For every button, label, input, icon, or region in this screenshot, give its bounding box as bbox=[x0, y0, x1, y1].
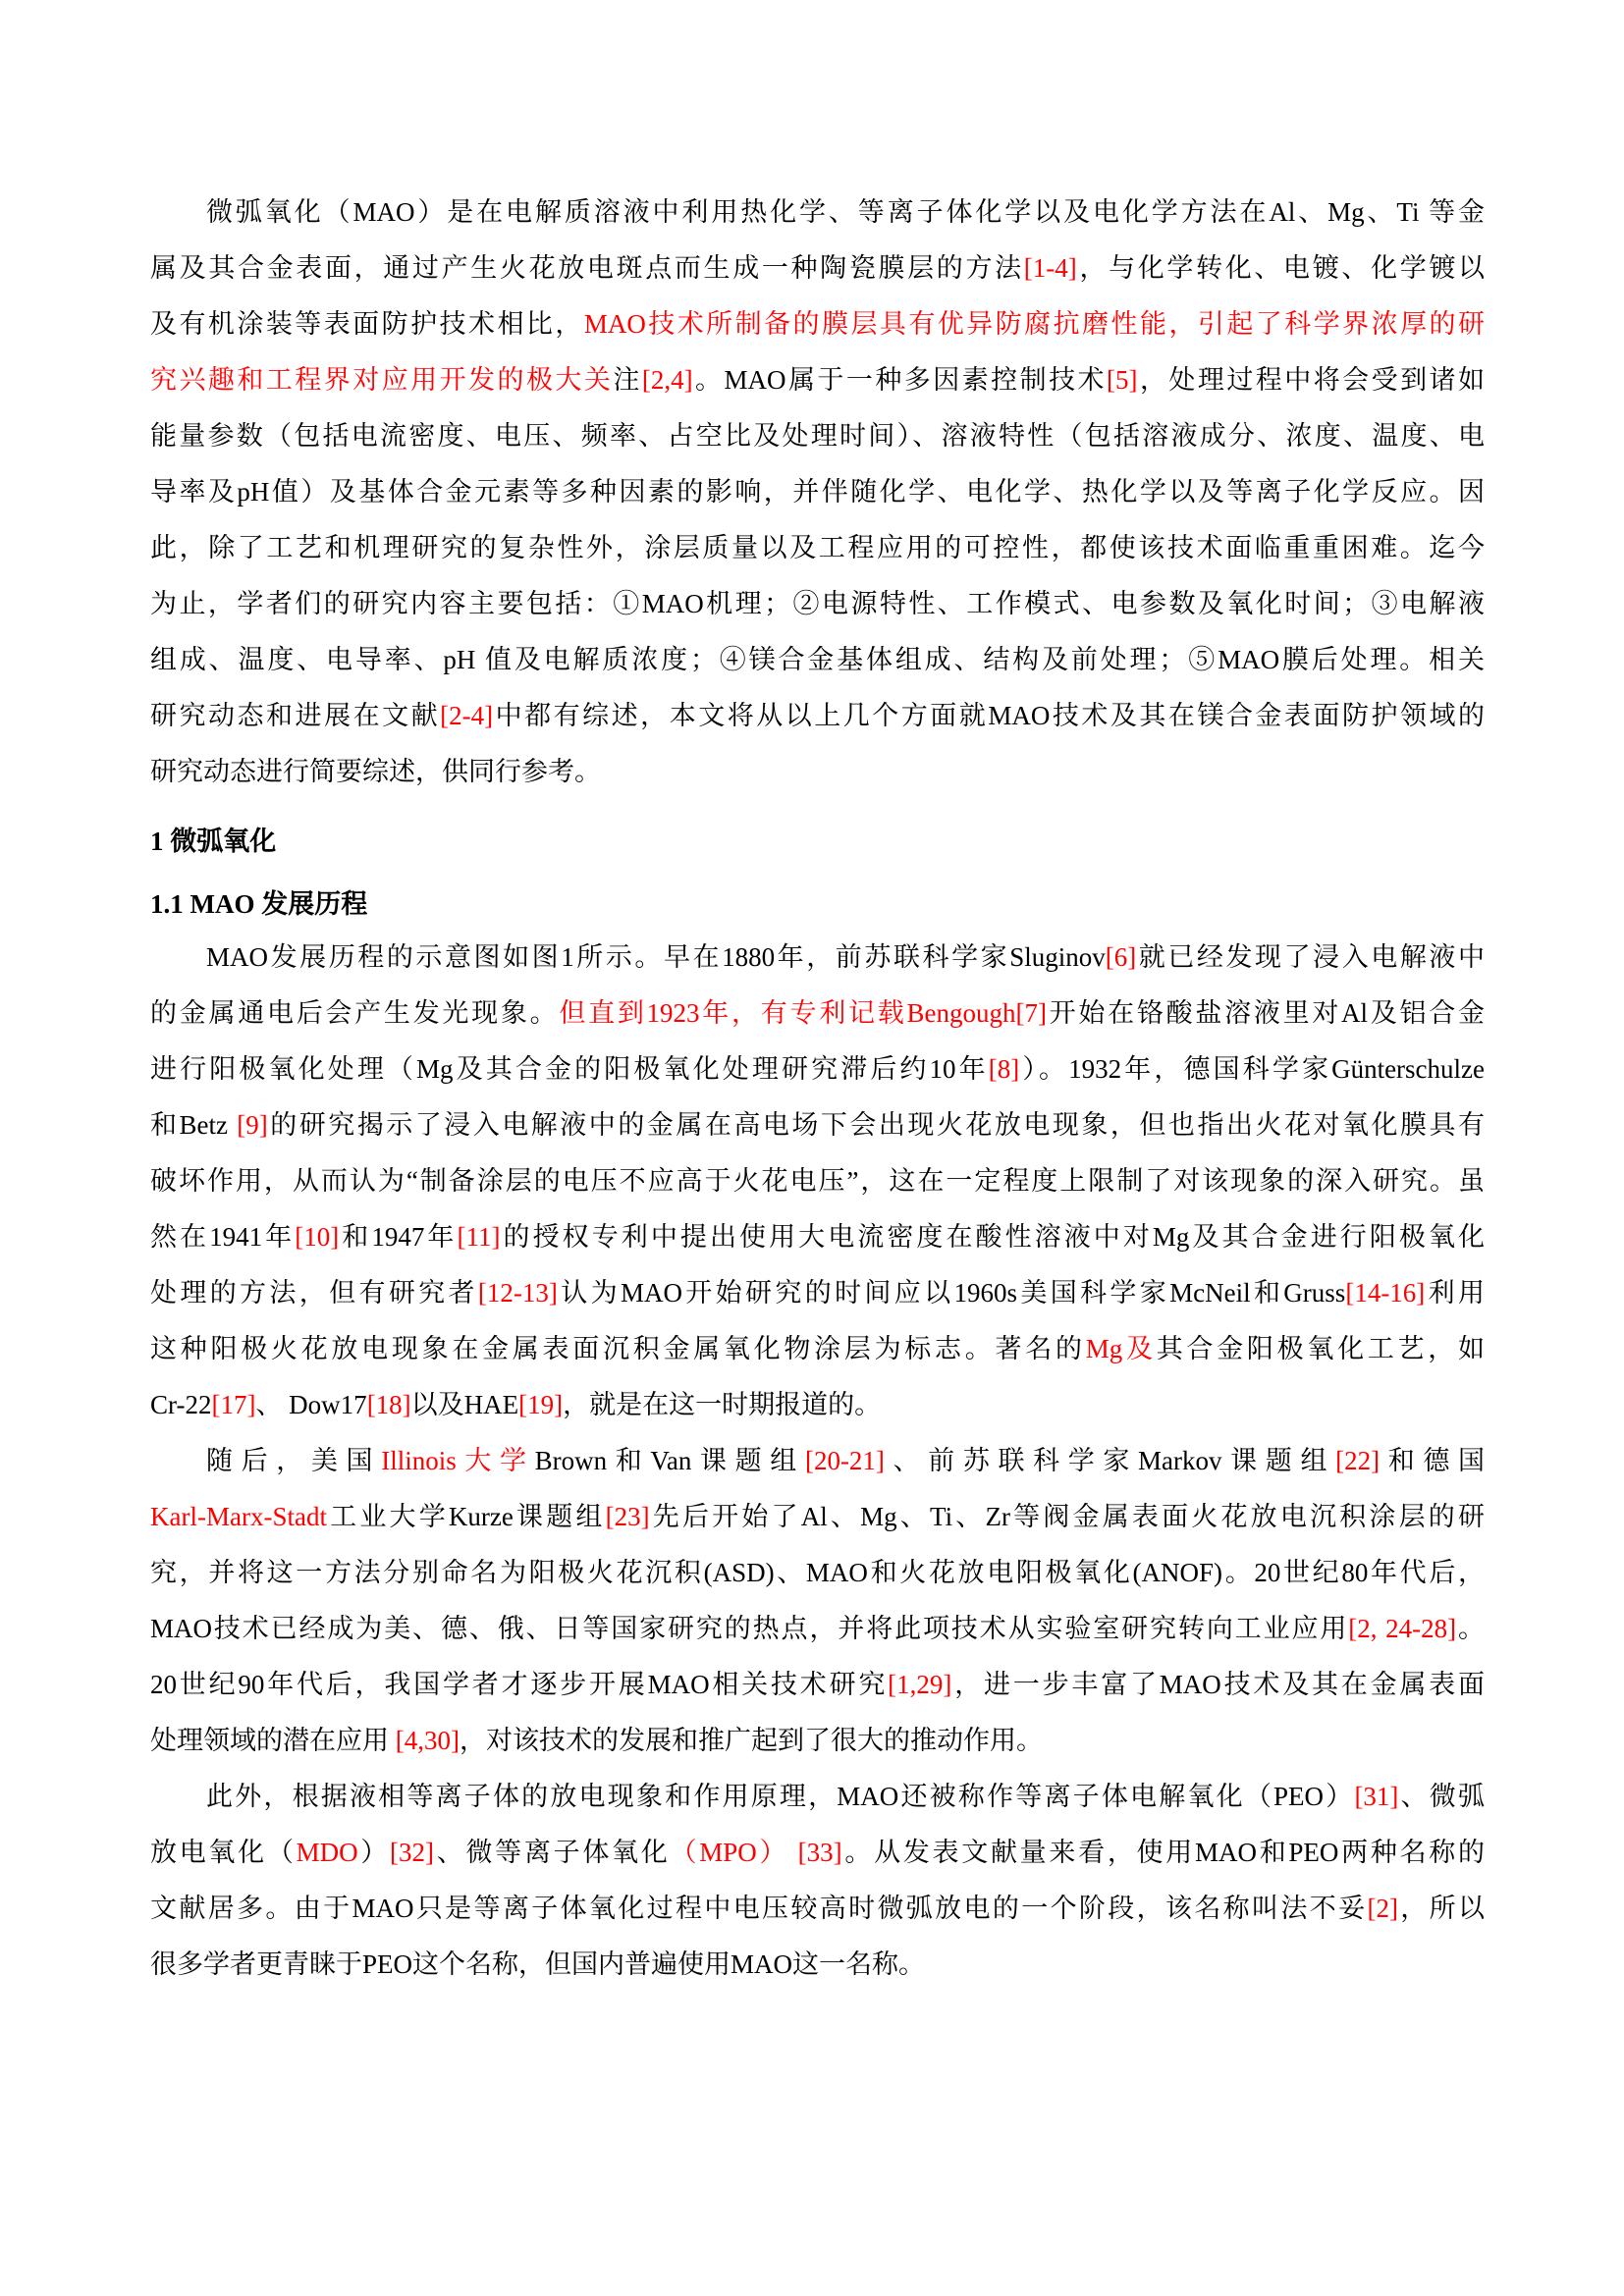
citation-link[interactable]: [31] bbox=[1354, 1782, 1399, 1811]
text-run: 为止，学者们的研究内容主要包括：①MAO机理；②电源特性、工作模式、电参数及氧化时间；③电解液 bbox=[150, 589, 1485, 618]
text-run: 以及HAE bbox=[410, 1390, 519, 1419]
text-run: 然在1941年 bbox=[150, 1222, 296, 1252]
text-line bbox=[150, 986, 1485, 1041]
text-run: 和1947年 bbox=[339, 1222, 458, 1252]
text-run: 。从发表文献量来看，使用MAO和PEO两种名称的 bbox=[841, 1838, 1486, 1867]
citation-link[interactable]: [19] bbox=[518, 1390, 564, 1419]
text-run: 先后开始了Al、Mg、Ti、Zr等阀金属表面火花放电沉积涂层的研 bbox=[649, 1502, 1485, 1531]
text-run: Cr-22 bbox=[150, 1390, 212, 1419]
text-line bbox=[150, 1265, 1485, 1321]
text-line bbox=[150, 1713, 1485, 1769]
citation-link[interactable]: [32] bbox=[390, 1838, 435, 1867]
text-run: ，与化学转化、电镀、化学镀以 bbox=[1076, 253, 1486, 283]
citation-link[interactable]: [11] bbox=[457, 1222, 501, 1252]
text-run: 的金属通电后会产生发光现象。 bbox=[150, 998, 560, 1028]
highlighted-text: Karl-Marx-Stadt bbox=[150, 1502, 327, 1531]
text-line bbox=[150, 1657, 1485, 1713]
text-run: 、微等离子体氧化 bbox=[434, 1838, 671, 1867]
citation-link[interactable]: [1,29] bbox=[888, 1670, 952, 1699]
text-run: Brown和Van课题组 bbox=[534, 1446, 805, 1475]
citation-link[interactable]: [4,30] bbox=[395, 1726, 460, 1755]
text-run: 这种阳极火花放电现象在金属表面沉积金属氧化物涂层为标志。著名的 bbox=[150, 1334, 1086, 1363]
highlighted-text: MAO技术所制备的膜层具有优异防腐抗磨性能，引起了科学界浓厚的研 bbox=[583, 309, 1485, 339]
citation-link[interactable]: [6] bbox=[1105, 942, 1137, 972]
text-line bbox=[150, 1209, 1485, 1265]
text-run: 其合金阳极氧化工艺，如 bbox=[1156, 1334, 1486, 1363]
citation-link[interactable]: [1-4] bbox=[1023, 253, 1077, 283]
paragraph bbox=[150, 1769, 1485, 1993]
highlighted-text: MDO bbox=[296, 1838, 358, 1867]
citation-link[interactable]: [8] bbox=[988, 1054, 1020, 1084]
document-body bbox=[150, 185, 1485, 1993]
text-run: ，进一步丰富了MAO技术及其在金属表面 bbox=[951, 1670, 1485, 1699]
text-run: 导率及pH值）及基体合金元素等多种因素的影响，并伴随化学、电化学、热化学以及等离子化学反应。因 bbox=[150, 477, 1485, 507]
text-run: 开始在铬酸盐溶液里对Al及铝合金 bbox=[1046, 998, 1486, 1028]
text-line bbox=[150, 744, 1485, 800]
text-run: 就已经发现了浸入电解液中 bbox=[1136, 942, 1486, 972]
text-run: 、 Dow17 bbox=[255, 1390, 367, 1419]
text-run: 属及其合金表面，通过产生火花放电斑点而生成一种陶瓷膜层的方法 bbox=[150, 253, 1024, 283]
citation-link[interactable]: [22] bbox=[1335, 1446, 1380, 1475]
citation-link[interactable]: [9] bbox=[237, 1110, 268, 1140]
text-run: 能量参数（包括电流密度、电压、频率、占空比及处理时间）、溶液特性（包括溶液成分、浓度、温度、电 bbox=[150, 421, 1485, 451]
text-run: 研究动态进行简要综述，供同行参考。 bbox=[150, 757, 601, 786]
text-run: 处理领域的潜在应用 bbox=[150, 1726, 396, 1755]
text-line bbox=[150, 576, 1485, 632]
text-line bbox=[150, 408, 1485, 464]
text-run: 和Betz bbox=[150, 1110, 238, 1140]
text-run: 。MAO属于一种多因素控制技术 bbox=[692, 365, 1108, 395]
text-line bbox=[150, 1937, 1485, 1993]
text-run: ，处理过程中将会受到诸如 bbox=[1137, 365, 1486, 395]
text-run bbox=[788, 1838, 797, 1867]
text-run: 中都有综述，本文将从以上几个方面就MAO技术及其在镁合金表面防护领域的 bbox=[493, 701, 1485, 730]
text-run: 注 bbox=[613, 365, 642, 395]
text-run: 随后，美国 bbox=[206, 1446, 382, 1475]
text-run: 。 bbox=[1456, 1614, 1485, 1643]
text-run: 究，并将这一方法分别命名为阳极火花沉积(ASD)、MAO和火花放电阳极氧化(ANOF)。20世纪80年代后， bbox=[150, 1558, 1485, 1587]
text-line bbox=[150, 1097, 1485, 1153]
text-line bbox=[150, 296, 1485, 352]
citation-link[interactable]: [12-13] bbox=[477, 1278, 558, 1308]
citation-link[interactable]: [2] bbox=[1367, 1894, 1398, 1923]
subsection-heading: 1.1 MAO 发展历程 bbox=[150, 889, 368, 919]
highlighted-text: 究兴趣和工程界对应用开发的极大关 bbox=[150, 365, 614, 395]
text-line bbox=[150, 930, 1485, 986]
text-run: 放电氧化（ bbox=[150, 1838, 297, 1867]
paragraph bbox=[150, 930, 1485, 1433]
text-line bbox=[150, 1321, 1485, 1377]
text-run: 研究动态和进展在文献 bbox=[150, 701, 441, 730]
text-line bbox=[150, 1601, 1485, 1657]
text-line bbox=[150, 185, 1485, 240]
text-run: ，所以 bbox=[1397, 1894, 1485, 1923]
text-line bbox=[150, 1545, 1485, 1601]
text-line bbox=[150, 1825, 1485, 1881]
section-heading: 1 微弧氧化 bbox=[150, 827, 277, 856]
text-line bbox=[150, 1153, 1485, 1209]
text-run: 及有机涂装等表面防护技术相比， bbox=[150, 309, 584, 339]
text-line bbox=[150, 688, 1485, 744]
highlighted-text: （MPO） bbox=[670, 1838, 789, 1867]
text-run: ，对该技术的发展和推广起到了很大的推动作用。 bbox=[459, 1726, 1043, 1755]
text-run: 很多学者更青睐于PEO这个名称，但国内普遍使用MAO这一名称。 bbox=[150, 1949, 926, 1979]
citation-link[interactable]: [10] bbox=[295, 1222, 340, 1252]
paragraph bbox=[150, 1433, 1485, 1769]
text-run: 此，除了工艺和机理研究的复杂性外，涂层质量以及工程应用的可控性，都使该技术面临重重困难。迄今 bbox=[150, 533, 1485, 562]
citation-link[interactable]: [33] bbox=[797, 1838, 842, 1867]
text-line bbox=[150, 1769, 1485, 1825]
text-run: 文献居多。由于MAO只是等离子体氧化过程中电压较高时微弧放电的一个阶段，该名称叫法不妥 bbox=[150, 1894, 1368, 1923]
text-run: 认为MAO开始研究的时间应以1960s美国科学家McNeil和Gruss bbox=[557, 1278, 1346, 1308]
text-run: MAO技术已经成为美、德、俄、日等国家研究的热点，并将此项技术从实验室研究转向工业应用 bbox=[150, 1614, 1349, 1643]
text-run: ）。1932年，德国科学家Günterschulze bbox=[1019, 1054, 1486, 1084]
highlighted-text: Mg及 bbox=[1085, 1334, 1157, 1363]
text-line bbox=[150, 520, 1485, 576]
highlighted-text: 但直到1923年，有专利记载Bengough bbox=[559, 998, 1016, 1028]
text-line bbox=[150, 1489, 1485, 1545]
citation-link[interactable]: [20-21] bbox=[804, 1446, 885, 1475]
citation-link[interactable]: [2,4] bbox=[641, 365, 693, 395]
text-line bbox=[150, 1041, 1485, 1097]
text-line bbox=[150, 632, 1485, 688]
citation-link[interactable]: [17] bbox=[211, 1390, 256, 1419]
text-run: 此外，根据液相等离子体的放电现象和作用原理，MAO还被称作等离子体电解氧化（PEO） bbox=[206, 1782, 1355, 1811]
text-run: 利用 bbox=[1425, 1278, 1486, 1308]
text-run: 组成、温度、电导率、pH 值及电解质浓度；④镁合金基体组成、结构及前处理；⑤MAO膜后处理。相关 bbox=[150, 645, 1485, 674]
text-run: 20世纪90年代后，我国学者才逐步开展MAO相关技术研究 bbox=[150, 1670, 889, 1699]
text-line bbox=[150, 1433, 1485, 1489]
text-run: 破坏作用，从而认为“制备涂层的电压不应高于火花电压”，这在一定程度上限制了对该现象的深入研究。虽 bbox=[150, 1166, 1485, 1196]
text-run: 的授权专利中提出使用大电流密度在酸性溶液中对Mg及其合金进行阳极氧化 bbox=[500, 1222, 1485, 1252]
text-line bbox=[150, 352, 1485, 408]
citation-link[interactable]: [18] bbox=[366, 1390, 411, 1419]
citation-link[interactable]: [23] bbox=[605, 1502, 650, 1531]
paragraph bbox=[150, 185, 1485, 800]
text-run: 微弧氧化（MAO）是在电解质溶液中利用热化学、等离子体化学以及电化学方法在Al、Mg、Ti 等金 bbox=[206, 197, 1485, 227]
text-run: 的研究揭示了浸入电解液中的金属在高电场下会出现火花放电现象，但也指出火花对氧化膜具有 bbox=[267, 1110, 1486, 1140]
text-run: 处理的方法，但有研究者 bbox=[150, 1278, 478, 1308]
text-run: 工业大学Kurze课题组 bbox=[326, 1502, 606, 1531]
text-line bbox=[150, 1881, 1485, 1937]
text-run: 和德国 bbox=[1380, 1446, 1485, 1475]
citation-link[interactable]: [2, 24-28] bbox=[1348, 1614, 1457, 1643]
citation-link[interactable]: [5] bbox=[1107, 365, 1138, 395]
citation-link[interactable]: [2-4] bbox=[440, 701, 494, 730]
text-line bbox=[150, 1377, 1485, 1433]
text-line bbox=[150, 464, 1485, 520]
text-run: 、微弧 bbox=[1398, 1782, 1486, 1811]
text-run: 、前苏联科学家Markov课题组 bbox=[884, 1446, 1336, 1475]
text-line bbox=[150, 240, 1485, 296]
text-run: ，就是在这一时期报道的。 bbox=[563, 1390, 882, 1419]
citation-link[interactable]: [7] bbox=[1015, 998, 1047, 1028]
citation-link[interactable]: [14-16] bbox=[1345, 1278, 1426, 1308]
text-run: MAO发展历程的示意图如图1所示。早在1880年，前苏联科学家Sluginov bbox=[206, 942, 1106, 972]
text-run: ） bbox=[357, 1838, 391, 1867]
highlighted-text: Illinois大学 bbox=[381, 1446, 535, 1475]
text-run: 进行阳极氧化处理（Mg及其合金的阳极氧化处理研究滞后约10年 bbox=[150, 1054, 989, 1084]
